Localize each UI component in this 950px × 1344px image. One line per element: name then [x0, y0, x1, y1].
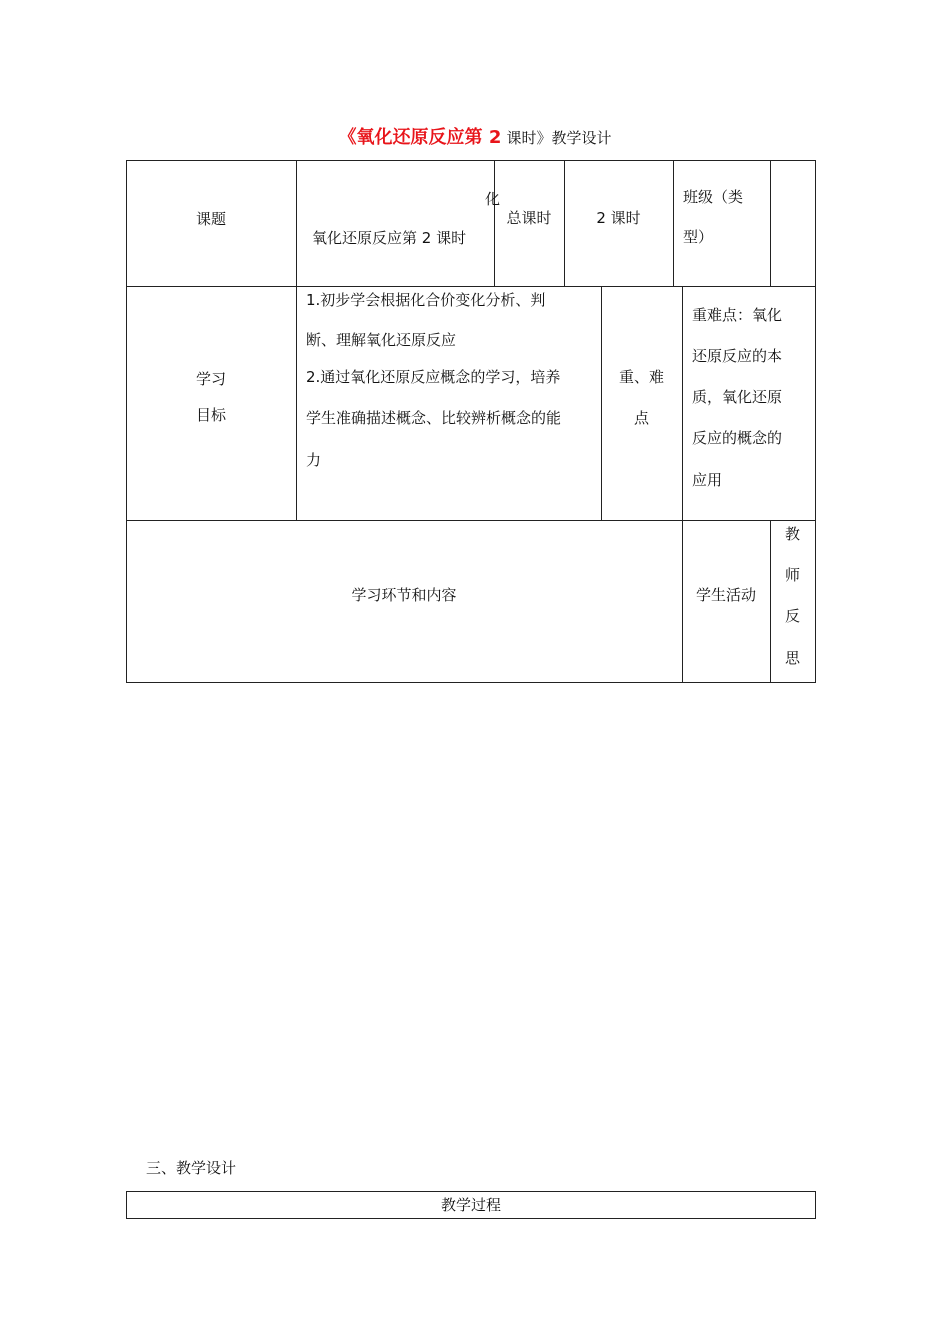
goals-label-line2: 目标 — [195, 406, 226, 424]
class-type-label-line1: 班级（类 — [683, 188, 744, 206]
class-type-label-line2: 型） — [683, 228, 714, 246]
section-heading: 三、教学设计 — [146, 1159, 237, 1177]
student-activity-label: 学生活动 — [695, 586, 756, 604]
reflect-char: 师 — [784, 566, 800, 584]
reflect-char: 教 — [784, 525, 800, 543]
key-line: 质，氧化还原 — [692, 388, 783, 406]
document-title — [0, 126, 950, 150]
topic-label: 课题 — [195, 210, 226, 228]
content-label: 学习环节和内容 — [351, 586, 457, 604]
stray-character: 化 — [485, 190, 501, 208]
goals-line: 1.初步学会根据化合价变化分析、判 — [306, 291, 546, 309]
topic-value: 氧化还原反应第 2 课时 — [312, 229, 467, 247]
key-line: 重难点：氧化 — [692, 306, 783, 324]
goals-line: 断、理解氧化还原反应 — [306, 331, 457, 349]
key-points-label-line2: 点 — [633, 409, 649, 427]
key-line: 应用 — [692, 471, 723, 489]
goals-line: 力 — [306, 451, 322, 469]
title-suffix: 课时》教学设计 — [506, 129, 612, 147]
reflect-char: 反 — [784, 607, 800, 625]
reflect-char: 思 — [784, 649, 800, 667]
goals-label-line1: 学习 — [195, 370, 226, 388]
key-points-label-line1: 重、难 — [618, 368, 664, 386]
goals-line: 学生准确描述概念、比较辨析概念的能 — [306, 409, 562, 427]
title-main: 《氧化还原反应第 2 — [338, 127, 502, 148]
goals-line: 2.通过氧化还原反应概念的学习，培养 — [306, 368, 561, 386]
total-hours-label: 总课时 — [506, 209, 552, 227]
process-label: 教学过程 — [440, 1196, 501, 1214]
key-line: 还原反应的本 — [692, 347, 783, 365]
total-hours-value: 2 课时 — [596, 209, 641, 227]
key-line: 反应的概念的 — [692, 429, 783, 447]
